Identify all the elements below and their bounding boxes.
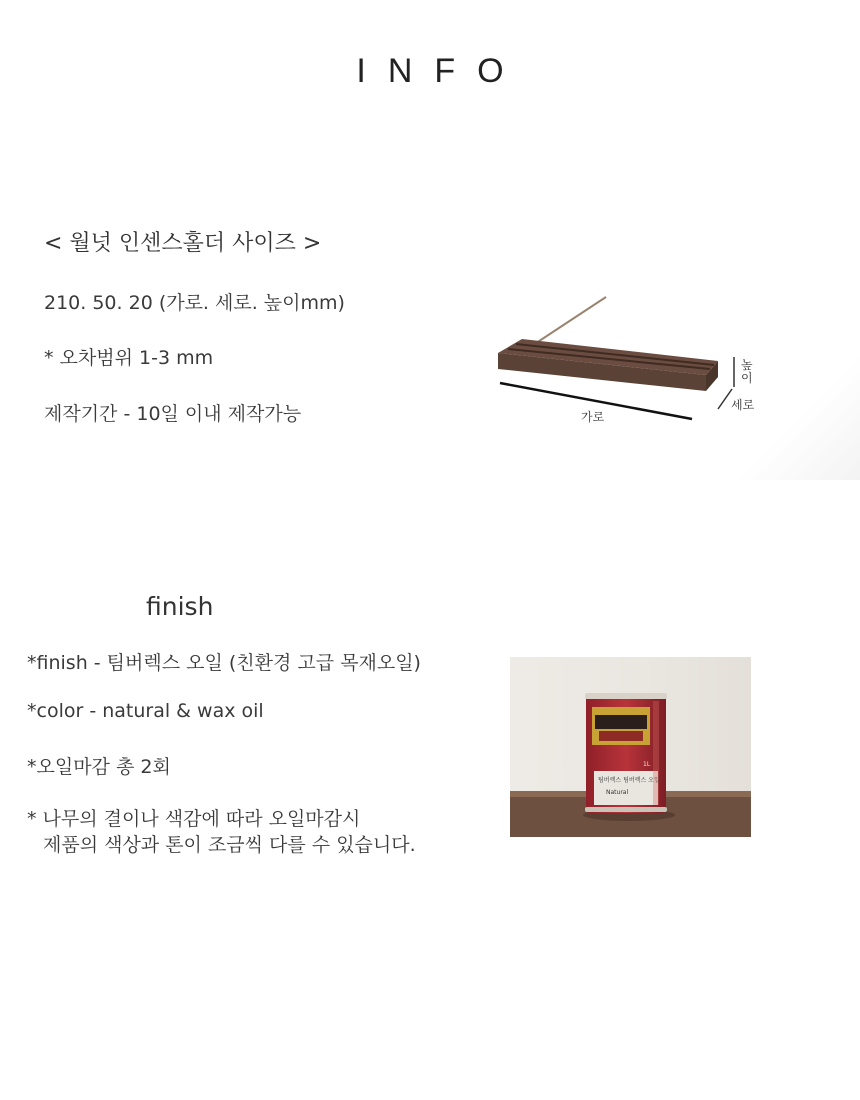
production-period-text: 제작기간 - 10일 이내 제작가능 bbox=[44, 403, 302, 425]
oil-can-photo bbox=[510, 657, 751, 837]
oil-can-photo-illustration bbox=[510, 657, 751, 837]
finish-item-oil: *finish - 팀버렉스 오일 (친환경 고급 목재오일) bbox=[27, 652, 421, 674]
size-section-heading: < 월넛 인센스홀더 사이즈 > bbox=[44, 231, 322, 256]
dimensions-text: 210. 50. 20 (가로. 세로. 높이mm) bbox=[44, 292, 345, 314]
finish-note-line1: * 나무의 결이나 색감에 따라 오일마감시 bbox=[27, 808, 361, 830]
svg-text:1L: 1L bbox=[643, 761, 651, 768]
depth-label: 세로 bbox=[731, 398, 755, 412]
width-label: 가로 bbox=[581, 410, 605, 424]
svg-text:팀버렉스 팀버렉스 오일: 팀버렉스 팀버렉스 오일 bbox=[598, 777, 660, 784]
tolerance-text: * 오차범위 1-3 mm bbox=[44, 347, 214, 369]
incense-holder-illustration bbox=[480, 285, 860, 480]
svg-text:Natural: Natural bbox=[606, 789, 629, 796]
finish-section-heading: finish bbox=[146, 592, 214, 621]
depth-dimension-line bbox=[718, 389, 732, 409]
finish-note-line2: 제품의 색상과 톤이 조금씩 다를 수 있습니다. bbox=[43, 834, 416, 856]
height-label-line1: 높 bbox=[741, 358, 753, 372]
finish-item-coats: *오일마감 총 2회 bbox=[27, 756, 171, 778]
height-label-line2: 이 bbox=[741, 371, 753, 385]
size-diagram bbox=[480, 285, 860, 480]
finish-item-color: *color - natural & wax oil bbox=[27, 700, 264, 722]
page-title: INFO bbox=[356, 52, 526, 90]
